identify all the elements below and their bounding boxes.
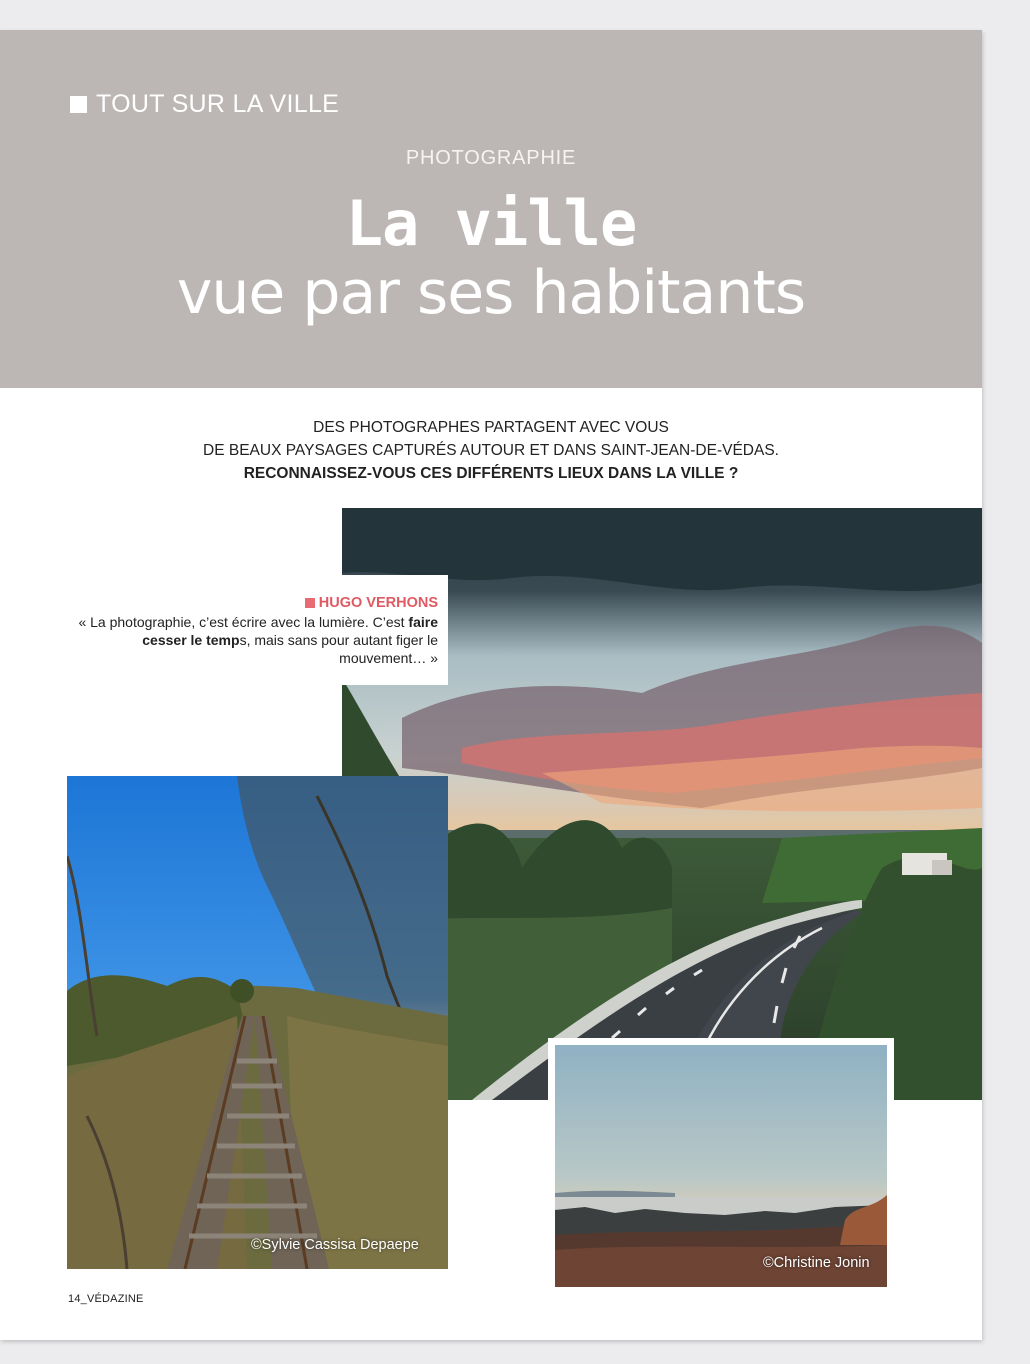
quote-text-part2: s, mais sans pour autant figer le mouvement… »	[239, 632, 438, 666]
photographer-quote	[72, 575, 448, 685]
kicker: PHOTOGRAPHIE	[405, 147, 577, 169]
intro-question: RECONNAISSEZ-VOUS CES DIFFÉRENTS LIEUX DANS LA VILLE ?	[243, 465, 739, 482]
page-title-line1: La ville	[345, 187, 637, 260]
quote-text-part1: « La photographie, c’est écrire avec la lumière. C’est	[78, 614, 409, 630]
railway-photo	[67, 776, 448, 1269]
square-bullet-icon	[70, 96, 87, 113]
section-tag	[70, 90, 339, 119]
intro-text	[0, 416, 982, 485]
foggy-landscape-photo	[555, 1045, 887, 1287]
quote-text-bold: faire cesser le temp	[142, 614, 438, 648]
quote-text	[78, 613, 438, 667]
header-band	[0, 30, 982, 388]
intro-line1: DES PHOTOGRAPHES PARTAGENT AVEC VOUS	[313, 419, 669, 436]
page-footer: 14_VÉDAZINE	[68, 1293, 144, 1305]
railway-photo-credit: ©Sylvie Cassisa Depaepe	[251, 1237, 419, 1253]
magazine-page	[0, 30, 982, 1340]
quote-author-name: HUGO VERHONS	[318, 595, 438, 611]
section-tag-label: TOUT SUR LA VILLE	[96, 90, 340, 118]
square-bullet-icon	[305, 598, 315, 608]
page-title-line2: vue par ses habitants	[176, 258, 806, 328]
intro-line2: DE BEAUX PAYSAGES CAPTURÉS AUTOUR ET DANS SAINT-JEAN-DE-VÉDAS.	[203, 442, 779, 459]
fog-photo-credit: ©Christine Jonin	[763, 1255, 870, 1271]
quote-author	[305, 595, 438, 611]
